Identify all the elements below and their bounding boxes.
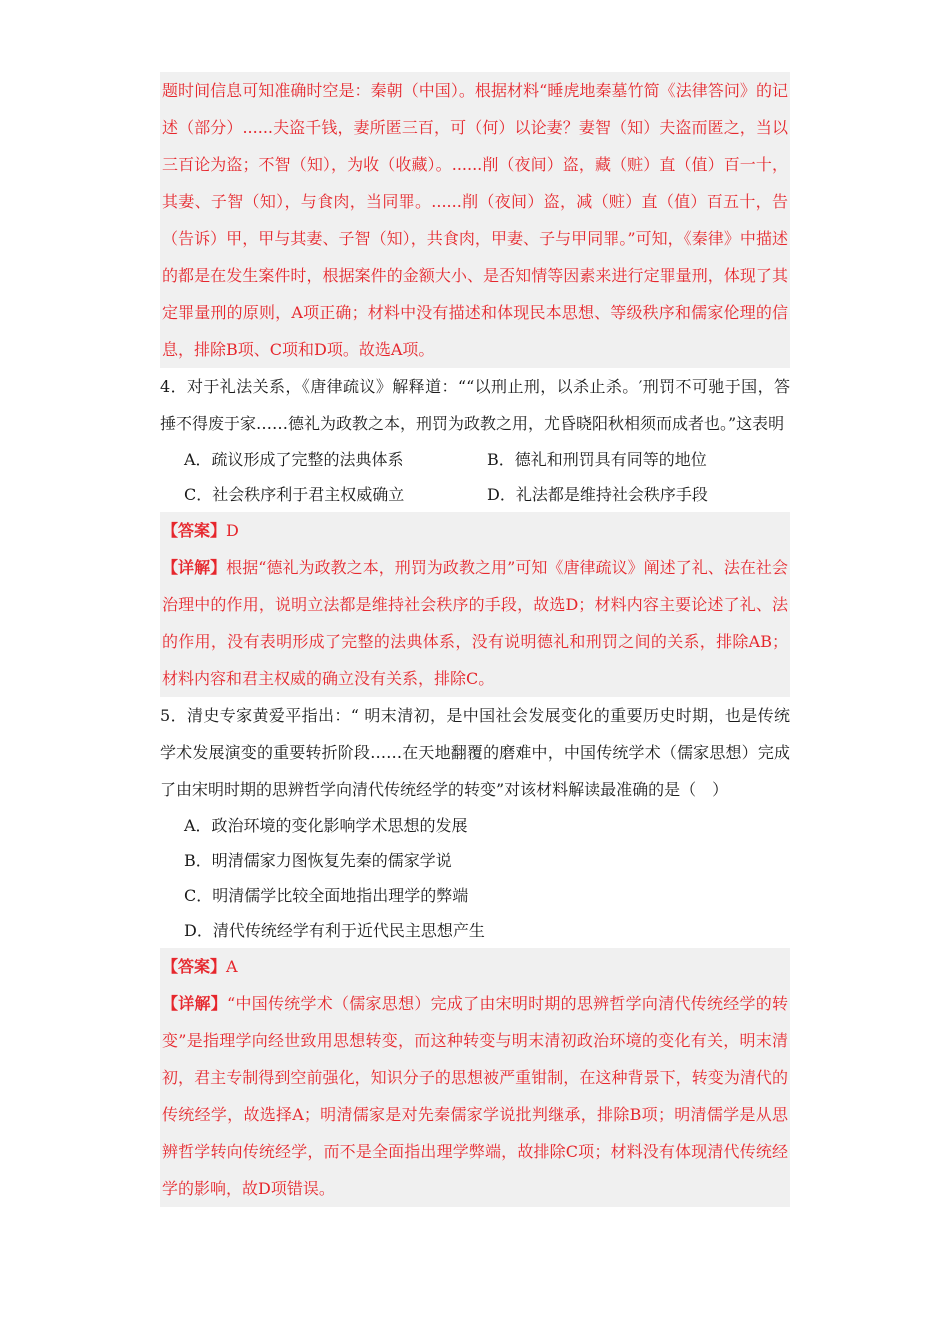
q4-detail-label: 【详解】: [162, 558, 227, 577]
q4-option-d: D．礼法都是维持社会秩序手段: [487, 485, 708, 504]
q4-detail-text: 根据“德礼为政教之本，刑罚为政教之用”可知《唐律疏议》阐述了礼、法在社会治理中的作用，说明立法都是维持社会秩序的手段，故选D；材料内容主要论述了礼、法的作用，没有表明形成了完整的法典体系，没有说明德礼和刑罚之间的关系，排除AB；材料内容和君主权威的确立没有关系，排除C。: [162, 558, 788, 688]
question-4: [160, 368, 790, 512]
question-5: [160, 697, 790, 948]
q5-detail-line: [162, 985, 788, 1207]
q4-answer-line: [162, 512, 788, 549]
q4-stem: 4．对于礼法关系，《唐律疏议》解释道：““以刑止刑，以杀止杀。′刑罚不可驰于国，答捶不得废于家……德礼为政教之本，刑罚为政教之用，尤昏晓阳秋相须而成者也。”这表明: [160, 377, 790, 433]
q5-options: [160, 808, 790, 948]
q5-answer-label: 【答案】: [162, 957, 227, 976]
q5-answer-value: A: [226, 957, 238, 976]
q4-option-b: B．德礼和刑罚具有同等的地位: [487, 450, 707, 469]
q5-option-d: D．清代传统经学有利于近代民主思想产生: [184, 921, 485, 940]
q5-detail-text: “中国传统学术（儒家思想）完成了由宋明时期的思辨哲学向清代传统经学的转变”是指理学向经世致用思想转变，而这种转变与明末清初政治环境的变化有关，明末清初，君主专制得到空前强化，知识分子的思想被严重钳制，在这种背景下，转变为清代的传统经学，故选择A；明清儒家是对先秦儒家学说批判继承，排除B项；明清儒学是从思辨哲学转向传统经学，而不是全面指出理学弊端，故排除C项；材料没有体现清代传统经学的影响，故D项错误。: [162, 994, 788, 1198]
q4-options: [160, 442, 790, 512]
q4-answer-value: D: [226, 521, 239, 540]
q4-option-c: C．社会秩序利于君主权威确立: [184, 485, 405, 504]
q5-stem: 5．清史专家黄爱平指出：“ 明末清初，是中国社会发展变化的重要历史时期，也是传统学术发展演变的重要转折阶段……在天地翻覆的磨难中，中国传统学术（儒家思想）完成了由宋明时期的思辨哲学向清代传统经学的转变”对该材料解读最准确的是（ ）: [160, 706, 790, 799]
q4-answer-block: [160, 512, 790, 697]
q3-explanation-block: [160, 72, 790, 368]
q5-answer-line: [162, 948, 788, 985]
q4-detail-line: [162, 549, 788, 697]
q5-option-c: C．明清儒学比较全面地指出理学的弊端: [184, 886, 469, 905]
q5-answer-block: [160, 948, 790, 1207]
document-page: [160, 72, 790, 1207]
q5-option-a: A．政治环境的变化影响学术思想的发展: [184, 816, 468, 835]
q5-option-b: B．明清儒家力图恢复先秦的儒家学说: [184, 851, 452, 870]
q4-option-a: A．疏议形成了完整的法典体系: [184, 450, 404, 469]
q3-explanation-text: 题时间信息可知准确时空是：秦朝（中国）。根据材料“睡虎地秦墓竹简《法律答问》的记述（部分）......夫盗千钱，妻所匿三百，可（何）以论妻？妻智（知）夫盗而匿之，当以三百论为盗；不智（知），为收（收藏）。......削（夜间）盗，藏（赃）直（值）百一十，其妻、子智（知），与食肉，当同罪。......削（夜间）盗，减（赃）直（值）百五十，告（告诉）甲，甲与其妻、子智（知），共食肉，甲妻、子与甲同罪。”可知，《秦律》中描述的都是在发生案件时，根据案件的金额大小、是否知情等因素来进行定罪量刑，体现了其定罪量刑的原则，A项正确；材料中没有描述和体现民本思想、等级秩序和儒家伦理的信息，排除B项、C项和D项。故选A项。: [162, 81, 788, 359]
q5-detail-label: 【详解】: [162, 994, 228, 1013]
q4-answer-label: 【答案】: [162, 521, 227, 540]
